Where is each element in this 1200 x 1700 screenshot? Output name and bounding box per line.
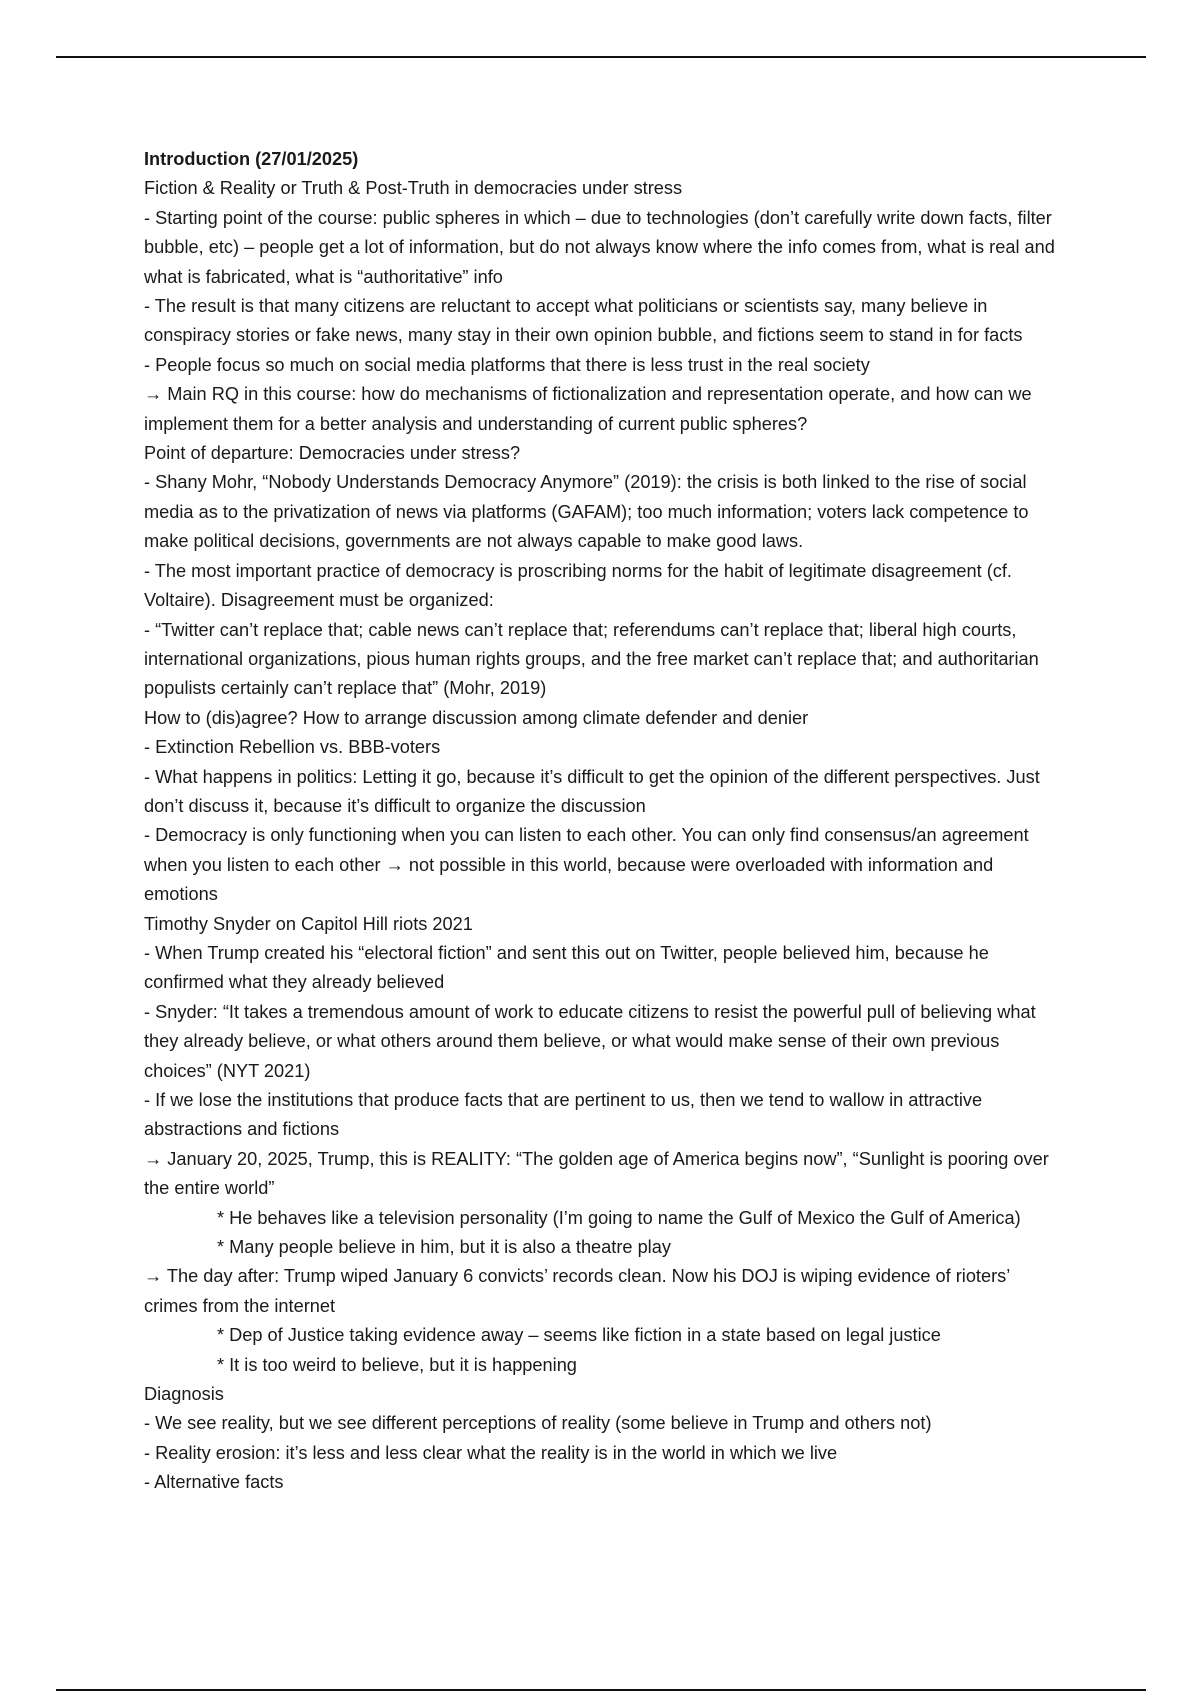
notes-list (144, 174, 1064, 1497)
note-line: - Democracy is only functioning when you can listen to each other. You can only find consensus/an agreement when you listen to each other → not possible in this world, because were overloaded with information and emotions (144, 825, 1029, 905)
bullet-subpoint: * Many people believe in him, but it is also a theatre play (217, 1237, 671, 1258)
top-rule (56, 56, 1146, 58)
note-line: - When Trump created his “electoral fiction” and sent this out on Twitter, people believed him, because he confirmed what they already believed (144, 942, 989, 993)
note-line: → Main RQ in this course: how do mechanisms of fictionalization and representation operate, and how can we implement them for a better analysis and understanding of current public spheres? (144, 384, 1032, 434)
note-line: → January 20, 2025, Trump, this is REALITY: “The golden age of America begins now”, “Sunlight is pooring over the entire world” (144, 1148, 1049, 1199)
note-line: Diagnosis (144, 1384, 224, 1405)
note-line: - If we lose the institutions that produce facts that are pertinent to us, then we tend to wallow in attractive abstractions and fictions (144, 1090, 983, 1140)
note-line: - The most important practice of democracy is proscribing norms for the habit of legitimate disagreement (cf. Voltaire). Disagreement must be organized: (144, 560, 1012, 611)
document-title: Introduction (27/01/2025) (144, 149, 359, 169)
note-line: - What happens in politics: Letting it go, because it’s difficult to get the opinion of the different perspectives. Just don’t discuss it, because it’s difficult to organize the discussion (144, 766, 1040, 816)
note-line: - People focus so much on social media platforms that there is less trust in the real society (144, 354, 870, 375)
note-line: How to (dis)agree? How to arrange discussion among climate defender and denier (144, 707, 809, 728)
note-line: - Extinction Rebellion vs. BBB-voters (144, 737, 441, 758)
note-line: Point of departure: Democracies under stress? (144, 443, 521, 464)
bottom-rule (56, 1689, 1146, 1691)
note-line: - “Twitter can’t replace that; cable news can’t replace that; referendums can’t replace that; liberal high courts, international organizations, pious human rights groups, and the free market can’t replace that; and authoritarian populists certainly can’t replace that” (Mohr, 2019) (144, 619, 1039, 699)
note-line: - Alternative facts (144, 1472, 284, 1493)
bullet-subpoint: * Dep of Justice taking evidence away – seems like fiction in a state based on legal justice (217, 1325, 941, 1346)
note-line: - Shany Mohr, “Nobody Understands Democracy Anymore” (2019): the crisis is both linked to the rise of social media as to the privatization of news via platforms (GAFAM); too much information; voters lack competence to make political decisions, governments are not always capable to make good laws. (144, 472, 1029, 552)
note-line: - Reality erosion: it’s less and less clear what the reality is in the world in which we live (144, 1442, 838, 1463)
bullet-subpoint: * He behaves like a television personality (I’m going to name the Gulf of Mexico the Gulf of America) (217, 1207, 1021, 1228)
note-line: Timothy Snyder on Capitol Hill riots 2021 (144, 913, 473, 934)
note-line: Fiction & Reality or Truth & Post-Truth in democracies under stress (144, 178, 683, 199)
bullet-subpoint: * It is too weird to believe, but it is happening (217, 1354, 577, 1375)
note-line: - Starting point of the course: public spheres in which – due to technologies (don’t carefully write down facts, filter bubble, etc) – people get a lot of information, but do not always know where the info comes from, what is real and what is fabricated, what is “authoritative” info (144, 207, 1055, 287)
note-line: → The day after: Trump wiped January 6 convicts’ records clean. Now his DOJ is wiping evidence of rioters’ crimes from the internet (144, 1266, 1010, 1316)
note-line: - We see reality, but we see different perceptions of reality (some believe in Trump and others not) (144, 1413, 932, 1434)
note-line: - Snyder: “It takes a tremendous amount of work to educate citizens to resist the powerful pull of believing what they already believe, or what others around them believe, or what would make sense of their own previous choices” (NYT 2021) (144, 1001, 1036, 1081)
note-line: - The result is that many citizens are reluctant to accept what politicians or scientists say, many believe in conspiracy stories or fake news, many stay in their own opinion bubble, and fictions seem to stand in for facts (144, 296, 1023, 346)
document-body (144, 145, 1064, 1498)
